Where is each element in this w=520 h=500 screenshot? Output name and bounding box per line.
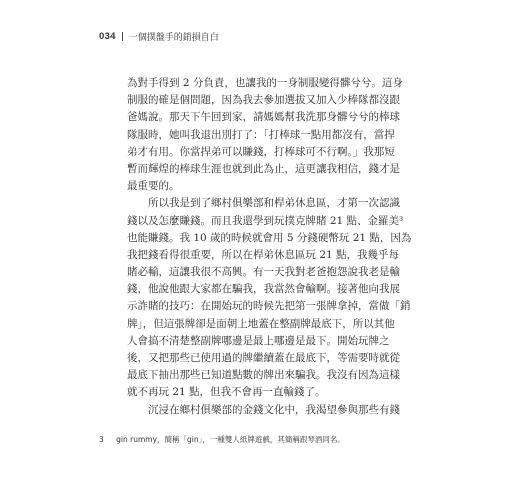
text-line: 為對手得到 2 分負責，也讓我的一身制服變得髒兮兮。這身 [127,77,403,89]
text-line: 爸媽說。那天下午回到家，請媽媽幫我洗那身髒兮兮的棒球 [127,111,400,124]
running-header [99,30,219,43]
footnote [99,434,345,445]
text-line: 賭必輸，這讓我很不高興。有一天我對老爸抱怨說我老是輸 [127,266,400,279]
text-line: 示詐賭的技巧：在開始玩的時候先把第一張牌拿掉，當做「銷 [127,300,411,313]
text-line: 錢，他說他跟大家都在騙我，我當然會輸啊。接著他向我展 [127,283,400,296]
text-line: 隊服時，她叫我退出別打了：「打棒球一點用都沒有，當捍 [127,128,395,141]
text-line: 後，又把那些已使用過的牌繼續蓋在最底下，等需要時就從 [127,352,400,364]
text-line: 制服的確是個問題，因為我去參加選拔又加入少棒隊都沒跟 [127,94,400,107]
text-line: 也能賺錢。我 10 歲的時候就會用 5 分錢硬幣玩 21 點，因為 [127,231,412,244]
header-divider [122,32,123,41]
text-line: 最底下抽出那些已知道點數的牌出來騙我。我沒有因為這樣 [127,369,400,382]
text-line: 弟才有用。你當捍弟可以賺錢，打棒球可不行啊。」我那短 [127,145,395,158]
body-text [127,75,412,419]
text-line: 沉浸在鄉村俱樂部的金錢文化中，我渴望參與那些有錢 [148,403,400,416]
text-line: 最重要的。 [127,180,180,193]
text-line: 錢以及怎麼賺錢。而且我還學到玩撲克牌賭 21 點、金羅美³ [127,214,404,227]
text-line: 就不再玩 21 點，但我不會再一直輸錢了。 [127,386,326,399]
page-number: 034 [99,31,116,42]
running-title: 一個撲盤手的銷損自白 [128,33,219,43]
footnote-text: gin rummy，簡稱「gin」，一種雙人紙牌遊戲，其簡稱跟琴酒同名。 [116,435,345,444]
text-line: 暫而輝煌的棒球生涯也就到此為止，這更讓我相信，錢才是 [127,162,400,175]
text-line: 牌」，但這張牌卻是面朝上地蓋在整副牌最底下，所以其他 [127,317,395,330]
text-line: 所以我是到了鄉村俱樂部和桿弟休息區，才第一次認識 [148,197,400,210]
footnote-number: 3 [99,435,104,444]
text-line: 人會搞不清楚整副牌哪邊是最上哪邊是最下。開始玩牌之 [127,334,390,347]
text-line: 我把錢看得很重要，所以在桿弟休息區玩 21 點，我幾乎每 [127,248,400,261]
